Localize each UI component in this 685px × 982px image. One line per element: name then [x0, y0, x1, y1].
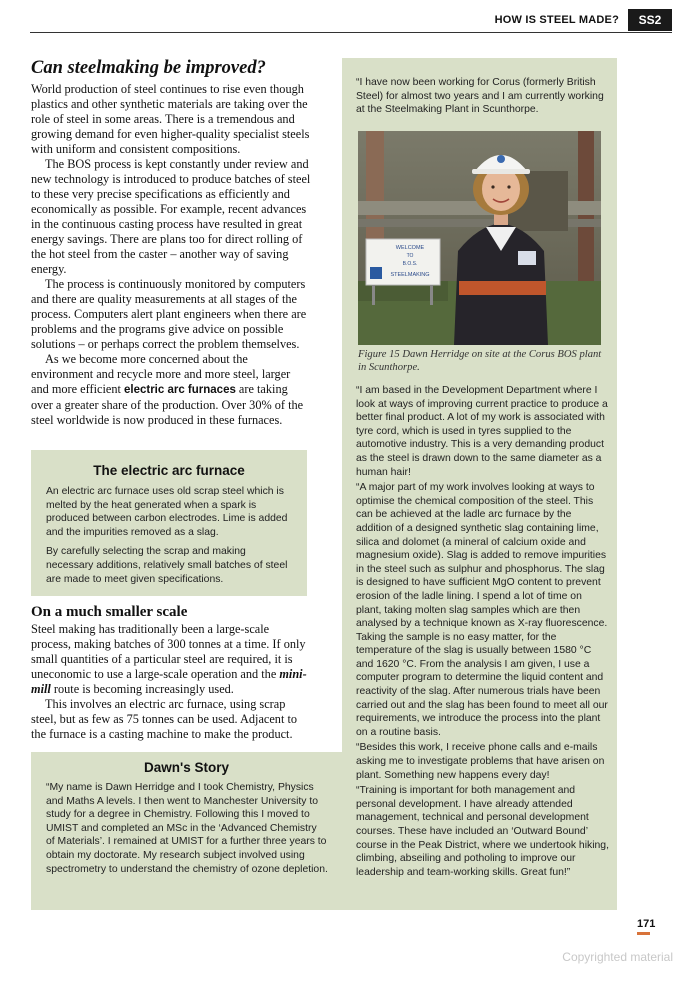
- key-term: mini-mill: [31, 667, 307, 696]
- copyright-watermark: Copyrighted material: [562, 950, 673, 964]
- sign-text: B.O.S.: [402, 261, 418, 267]
- box-paragraph: By carefully selecting the scrap and making necessary additions, relatively small batches of steel are made to meet given specifications.: [46, 546, 288, 585]
- text-run: Steel making has traditionally been a large-scale process, making batches of 300 tonnes at a time. If only small quantities of a particular steel are required, it is uneconomic to use a large-scale operation and the: [31, 622, 306, 681]
- box-paragraph: “My name is Dawn Herridge and I took Chemistry, Physics and Maths A levels. I then went to Manchester University to study for a degree in Chemistry. Following this I moved to UMIST and completed an MSc in the ‘Advanced Chemistry of Materials’. I remained at UMIST for a further three years to obtain my doctorate. My research subject involved using spectrometry to understand the chemistry of ozone depletion.: [46, 782, 328, 875]
- story-paragraph: “Training is important for both management and personal development. I have already attended management, technical and personal development courses. These have included an ‘Outward Bound’ course in the Peak District, where we undertook hiking, climbing, abseiling and potholing to improve our leadership and team-working skills. Great fun!”: [356, 785, 609, 878]
- electric-arc-furnace-box: [31, 450, 307, 596]
- body-paragraph: World production of steel continues to rise even though plastics and other synthetic materials are taking over the role of steel in some areas. There is a tremendous and growing demand for even higher-quality specialist steels with uniform and consistent compositions.: [31, 82, 310, 156]
- story-intro: [356, 76, 606, 119]
- body-paragraph: [31, 622, 311, 697]
- sign-text: STEELMAKING: [390, 272, 430, 278]
- sign-text: WELCOME: [395, 245, 425, 251]
- section-title: HOW IS STEEL MADE?: [494, 14, 619, 26]
- story-paragraph: “Besides this work, I receive phone calls and e-mails asking me to investigate problems that have arisen on plant. Something new happens every day!: [356, 742, 605, 781]
- body-paragraph: The process is continuously monitored by computers and there are quality measurements at all stages of the process. Computers alert plant engineers when there are problems and the programs give advice on possible solutions – or perhaps correct the problem themselves.: [31, 277, 307, 351]
- smaller-scale-section: [31, 604, 311, 742]
- body-paragraph: The BOS process is kept constantly under review and new technology is introduced to produce batches of steel to these very precise specifications as efficiently and economically as possible. For example, recent advances in the continuous casting process have resulted in great energy savings. There are plans too for direct rolling of the hot steel from the caster – another way of saving energy.: [31, 157, 311, 276]
- box-heading: Dawn's Story: [144, 760, 229, 775]
- page-number: 171: [637, 918, 656, 930]
- key-term: electric arc furnaces: [123, 384, 236, 396]
- section-badge: SS2: [628, 9, 672, 31]
- header-divider: [30, 32, 672, 33]
- dawn-herridge-photo: [358, 131, 601, 345]
- left-column: [31, 58, 311, 428]
- right-column-panel: [342, 58, 617, 910]
- text-run: are taking over a greater share of the production. Over 30% of the steel worldwide is now produced in these furnaces.: [31, 382, 304, 427]
- main-body: [31, 82, 311, 428]
- main-heading: Can steelmaking be improved?: [31, 58, 266, 78]
- box-heading: The electric arc furnace: [93, 463, 245, 478]
- text-run: As we become more concerned about the environment and recycle more and more steel, larger and more efficient: [31, 352, 291, 396]
- story-paragraph: “I have now been working for Corus (formerly British Steel) for almost two years and I am currently working at the Steelmaking Plant in Scunthorpe.: [356, 77, 604, 116]
- photo-illustration: [358, 131, 601, 345]
- story-continued: [356, 384, 610, 881]
- figure-caption: Figure 15 Dawn Herridge on site at the Corus BOS plant in Scunthorpe.: [358, 349, 602, 373]
- body-paragraph: This involves an electric arc furnace, using scrap steel, but as few as 75 tonnes can be used. Adjacent to the furnace is a casting machine to make the product.: [31, 697, 298, 741]
- dawns-story-box: [31, 752, 342, 910]
- page-number-accent: [637, 932, 650, 935]
- section-heading: On a much smaller scale: [31, 604, 188, 620]
- sign-text: TO: [406, 253, 414, 259]
- text-run: route is becoming increasingly used.: [50, 682, 234, 696]
- body-paragraph: [31, 352, 311, 428]
- story-paragraph: “I am based in the Development Department where I look at ways of improving current practice to produce a better final product. A lot of my work is associated with tyre cord, which is used in tyres supplied to the automotive industry. This is a very demanding product as the steel is drawn down to the same diameter as a human hair!: [356, 385, 608, 478]
- box-paragraph: An electric arc furnace uses old scrap steel which is melted by the heat generated when a spark is produced between carbon electrodes. Lime is added and the impurities removed as a slag.: [46, 486, 288, 538]
- story-paragraph: “A major part of my work involves looking at ways to optimise the chemical composition of the steel. This can be achieved at the ladle arc furnace by the addition of a designed synthetic slag containing lime, silica and dolomet (a mineral of calcium oxide and magnesium oxide). Slag is added to remove impurities in the steel such as sulphur and phosphorus. The slag is designed to have sufficient MgO content to prevent erosion of the ladle lining. I spend a lot of time on plant, taking molten slag samples which are then analysed by a technique known as X-ray fluorescence. Taking the sample is no easy matter, for the temperature of the slag is usually between 1580 °C and 1620 °C. From the analysis I am given, I use a computer program to determine the liquid content and reactivity of the slag. After numerous trials have been carried out and the slag has been found to meet all our requirements, we introduce the process into the plant on a routine basis.: [356, 482, 608, 738]
